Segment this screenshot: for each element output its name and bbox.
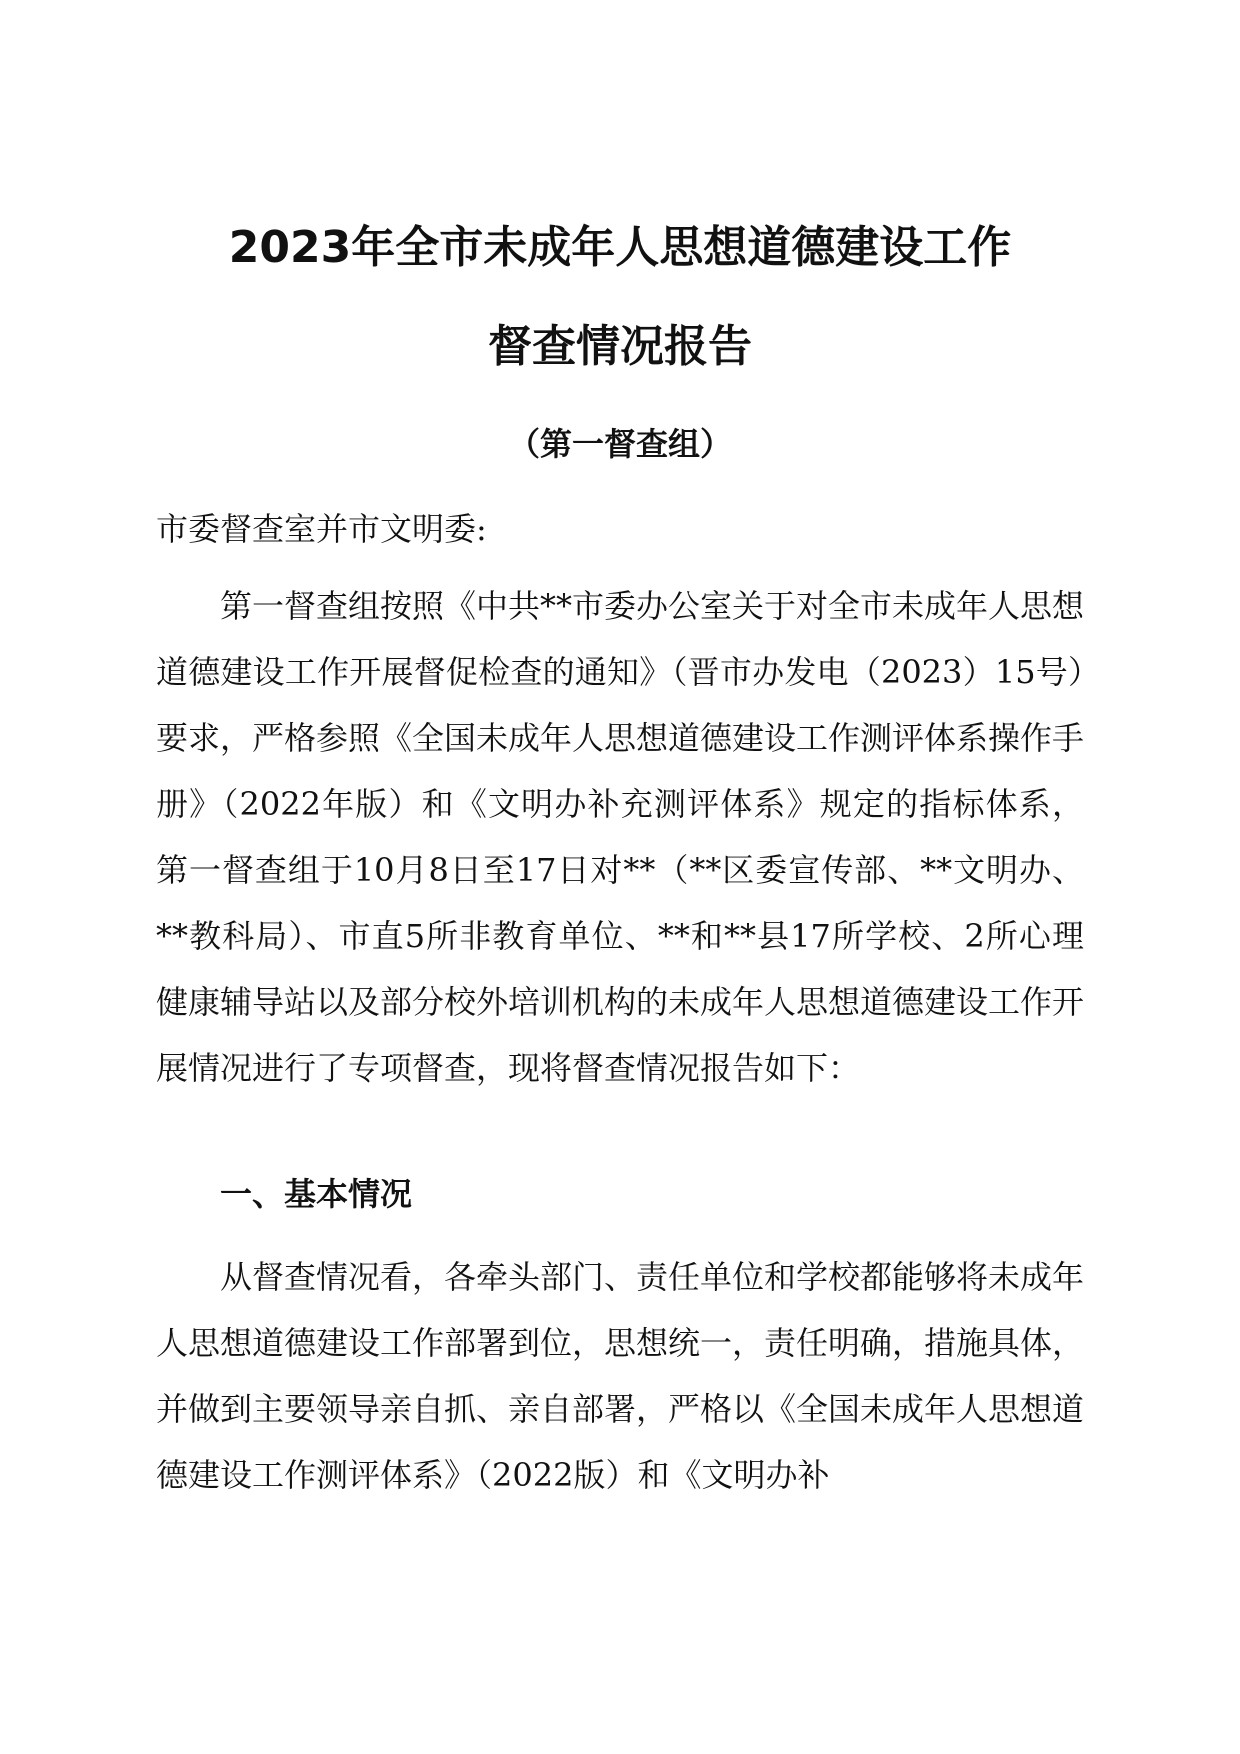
body-paragraph-1: 第一督查组按照《中共**市委办公室关于对全市未成年人思想道德建设工作开展督促检查的通知》（晋市办发电（2023）15号）要求，严格参照《全国未成年人思想道德建设工作测评体系操作手册》（2022年版）和《文明办补充测评体系》规定的指标体系，第一督查组于10月8日至17日对**（**区委宣传部、**文明办、**教科局）、市直5所非教育单位、**和**县17所学校、2所心理健康辅导站以及部分校外培训机构的未成年人思想道德建设工作开展情况进行了专项督查，现将督查情况报告如下：	[156, 587, 1085, 1087]
body-paragraph-2: 从督查情况看，各牵头部门、责任单位和学校都能够将未成年人思想道德建设工作部署到位，思想统一，责任明确，措施具体，并做到主要领导亲自抓、亲自部署，严格以《全国未成年人思想道德建设工作测评体系》（2022版）和《文明办补	[156, 1258, 1085, 1494]
document-title-line-2: 督查情况报告	[488, 321, 752, 372]
document-title-line-1: 2023年全市未成年人思想道德建设工作	[228, 222, 1012, 273]
section-heading-basic-situation: 一、基本情况	[220, 1175, 413, 1213]
document-subtitle: （第一督查组）	[507, 425, 732, 463]
salutation: 市委督查室并市文明委:	[156, 510, 487, 548]
